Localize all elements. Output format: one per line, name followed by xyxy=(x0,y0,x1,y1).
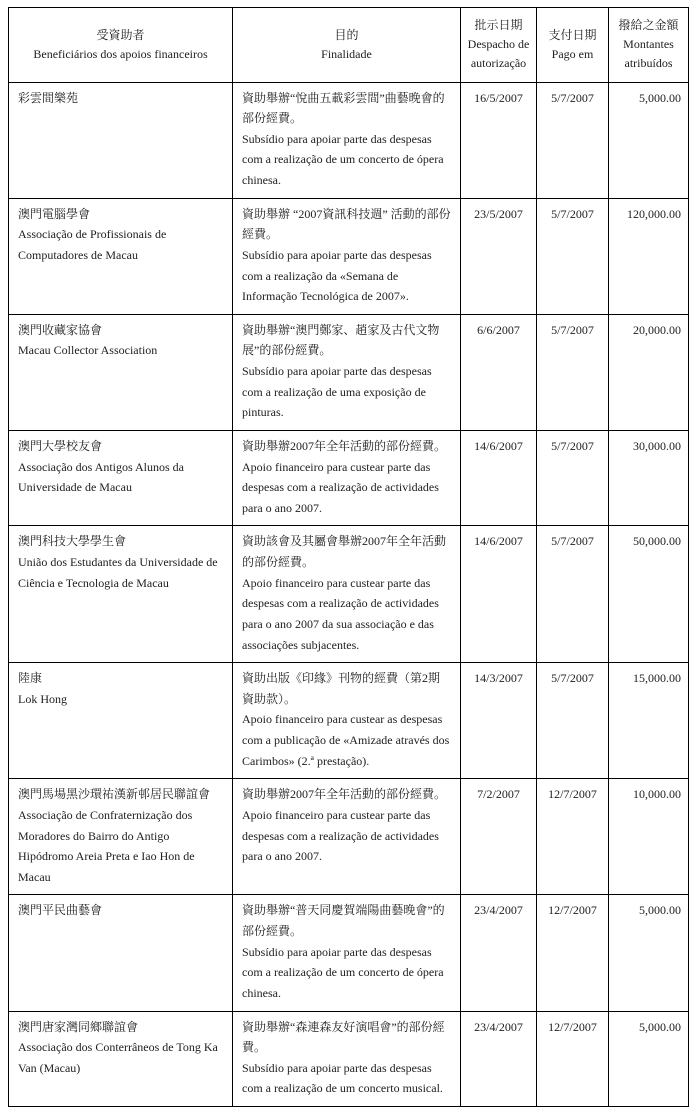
purpose-text-pt: Apoio financeiro para custear parte das despesas com a realização de actividades para o ano 2007. xyxy=(242,807,439,864)
amount-cell: 5,000.00 xyxy=(609,82,689,198)
table-row xyxy=(9,779,689,895)
table-row xyxy=(9,663,689,779)
header-beneficiary-zh: 受資助者 xyxy=(96,27,145,42)
amount-cell: 20,000.00 xyxy=(609,314,689,430)
beneficiary-cell xyxy=(9,314,233,430)
beneficiary-cell xyxy=(9,779,233,895)
header-beneficiary-pt: Beneficiários dos apoios financeiros xyxy=(33,46,208,61)
purpose-cell xyxy=(233,198,461,314)
grants-table xyxy=(8,7,689,1107)
authorization-date-cell: 23/4/2007 xyxy=(461,1011,537,1107)
authorization-date-cell: 6/6/2007 xyxy=(461,314,537,430)
amount-cell: 5,000.00 xyxy=(609,1011,689,1107)
beneficiary-name-zh: 澳門馬場黑沙環祐漢新邨居民聯誼會 xyxy=(18,787,211,802)
purpose-text-pt: Subsídio para apoiar parte das despesas com a realização de um concerto de ópera chinesa. xyxy=(242,131,444,188)
beneficiary-cell xyxy=(9,1011,233,1107)
header-authorization-pt: Despacho de autorização xyxy=(467,37,530,71)
payment-date-cell: 12/7/2007 xyxy=(537,779,609,895)
payment-date-cell: 5/7/2007 xyxy=(537,82,609,198)
payment-date-cell: 12/7/2007 xyxy=(537,895,609,1011)
payment-date-cell: 5/7/2007 xyxy=(537,314,609,430)
header-amount-zh: 撥給之金額 xyxy=(618,18,679,32)
purpose-text-pt: Apoio financeiro para custear as despesas com a publicação de «Amizade através dos Carimbos» (2.ª prestação). xyxy=(242,712,450,768)
purpose-text-zh: 資助舉辦 “2007資訊科技週” 活動的部份經費。 xyxy=(242,206,451,242)
table-row xyxy=(9,1011,689,1107)
purpose-text-zh: 資助舉辦“悅曲五載彩雲間”曲藝晚會的部份經費。 xyxy=(242,90,445,126)
header-beneficiary xyxy=(9,8,233,83)
purpose-cell xyxy=(233,663,461,779)
purpose-text-zh: 資助該會及其屬會舉辦2007年全年活動的部份經費。 xyxy=(242,534,447,570)
header-payment-pt: Pago em xyxy=(551,46,594,61)
beneficiary-name-pt: Associação dos Conterrâneos de Tong Ka Van (Macau) xyxy=(18,1040,218,1075)
purpose-text-zh: 資助舉辦“森連森友好演唱會”的部份經費。 xyxy=(242,1019,445,1055)
header-authorization-date xyxy=(461,8,537,83)
purpose-cell xyxy=(233,430,461,526)
beneficiary-name-zh: 彩雲間樂苑 xyxy=(18,90,79,105)
beneficiary-name-pt: Macau Collector Association xyxy=(18,343,158,358)
amount-cell: 50,000.00 xyxy=(609,526,689,663)
header-purpose-zh: 目的 xyxy=(334,27,359,42)
payment-date-cell: 12/7/2007 xyxy=(537,1011,609,1107)
header-authorization-zh: 批示日期 xyxy=(474,18,523,32)
header-amount-pt: Montantes atribuídos xyxy=(623,37,674,71)
purpose-text-zh: 資助舉辦2007年全年活動的部份經費。 xyxy=(242,787,447,802)
amount-cell: 120,000.00 xyxy=(609,198,689,314)
table-row xyxy=(9,430,689,526)
header-payment-zh: 支付日期 xyxy=(548,27,597,42)
payment-date-cell: 5/7/2007 xyxy=(537,198,609,314)
header-purpose xyxy=(233,8,461,83)
purpose-cell xyxy=(233,82,461,198)
header-amount xyxy=(609,8,689,83)
table-body xyxy=(9,82,689,1107)
authorization-date-cell: 14/6/2007 xyxy=(461,430,537,526)
table-header xyxy=(9,8,689,83)
amount-cell: 5,000.00 xyxy=(609,895,689,1011)
table-row xyxy=(9,895,689,1011)
authorization-date-cell: 16/5/2007 xyxy=(461,82,537,198)
payment-date-cell: 5/7/2007 xyxy=(537,430,609,526)
beneficiary-name-zh: 澳門收藏家協會 xyxy=(18,322,103,337)
purpose-text-zh: 資助舉辦2007年全年活動的部份經費。 xyxy=(242,438,447,453)
purpose-text-pt: Apoio financeiro para custear parte das despesas com a realização de actividades para o ano 2007. xyxy=(242,459,439,515)
purpose-text-zh: 資助舉辦“普天同慶賀端陽曲藝晚會”的部份經費。 xyxy=(242,903,445,939)
table-row xyxy=(9,198,689,314)
beneficiary-name-zh: 澳門科技大學學生會 xyxy=(18,534,127,549)
beneficiary-cell xyxy=(9,198,233,314)
beneficiary-cell xyxy=(9,895,233,1011)
authorization-date-cell: 14/6/2007 xyxy=(461,526,537,663)
beneficiary-cell xyxy=(9,430,233,526)
beneficiary-name-pt: União dos Estudantes da Universidade de Ciência e Tecnologia de Macau xyxy=(18,555,218,590)
amount-cell: 10,000.00 xyxy=(609,779,689,895)
authorization-date-cell: 7/2/2007 xyxy=(461,779,537,895)
table-row xyxy=(9,82,689,198)
table-row xyxy=(9,314,689,430)
beneficiary-name-zh: 陸康 xyxy=(18,671,43,686)
beneficiary-name-zh: 澳門電腦學會 xyxy=(18,206,91,221)
purpose-text-zh: 資助出版《印緣》刊物的經費（第2期資助款）。 xyxy=(242,671,441,706)
amount-cell: 30,000.00 xyxy=(609,430,689,526)
purpose-cell xyxy=(233,895,461,1011)
authorization-date-cell: 14/3/2007 xyxy=(461,663,537,779)
beneficiary-cell xyxy=(9,82,233,198)
beneficiary-name-pt: Associação dos Antigos Alunos da Universidade de Macau xyxy=(18,459,184,495)
beneficiary-name-zh: 澳門大學校友會 xyxy=(18,438,103,453)
purpose-text-pt: Subsídio para apoiar parte das despesas com a realização de um concerto de ópera chinesa. xyxy=(242,944,444,1000)
beneficiary-name-pt: Associação de Confraternização dos Moradores do Bairro do Antigo Hipódromo Areia Preta e Iao Hon de Macau xyxy=(18,807,195,884)
header-payment-date xyxy=(537,8,609,83)
purpose-text-pt: Subsídio para apoiar parte das despesas com a realização da «Semana de Informação Tecnológica de 2007». xyxy=(242,247,432,304)
authorization-date-cell: 23/4/2007 xyxy=(461,895,537,1011)
table-row xyxy=(9,526,689,663)
amount-cell: 15,000.00 xyxy=(609,663,689,779)
header-purpose-pt: Finalidade xyxy=(321,46,372,61)
purpose-cell xyxy=(233,1011,461,1107)
authorization-date-cell: 23/5/2007 xyxy=(461,198,537,314)
purpose-text-zh: 資助舉辦“澳門鄭家、趙家及古代文物展”的部份經費。 xyxy=(242,322,440,358)
beneficiary-name-zh: 澳門唐家灣同鄉聯誼會 xyxy=(18,1019,139,1034)
beneficiary-name-zh: 澳門平民曲藝會 xyxy=(18,903,103,918)
beneficiary-name-pt: Associação de Profissionais de Computadores de Macau xyxy=(18,227,167,262)
purpose-text-pt: Subsídio para apoiar parte das despesas com a realização de uma exposição de pinturas. xyxy=(242,364,432,420)
purpose-cell xyxy=(233,779,461,895)
beneficiary-cell xyxy=(9,526,233,663)
payment-date-cell: 5/7/2007 xyxy=(537,663,609,779)
purpose-text-pt: Subsídio para apoiar parte das despesas com a realização de um concerto musical. xyxy=(242,1060,443,1096)
header-row xyxy=(9,8,689,83)
payment-date-cell: 5/7/2007 xyxy=(537,526,609,663)
purpose-cell xyxy=(233,526,461,663)
purpose-cell xyxy=(233,314,461,430)
purpose-text-pt: Apoio financeiro para custear parte das despesas com a realização de actividades para o ano 2007 da sua associação e das associações subjacentes. xyxy=(242,575,439,652)
beneficiary-name-pt: Lok Hong xyxy=(18,691,67,706)
beneficiary-cell xyxy=(9,663,233,779)
